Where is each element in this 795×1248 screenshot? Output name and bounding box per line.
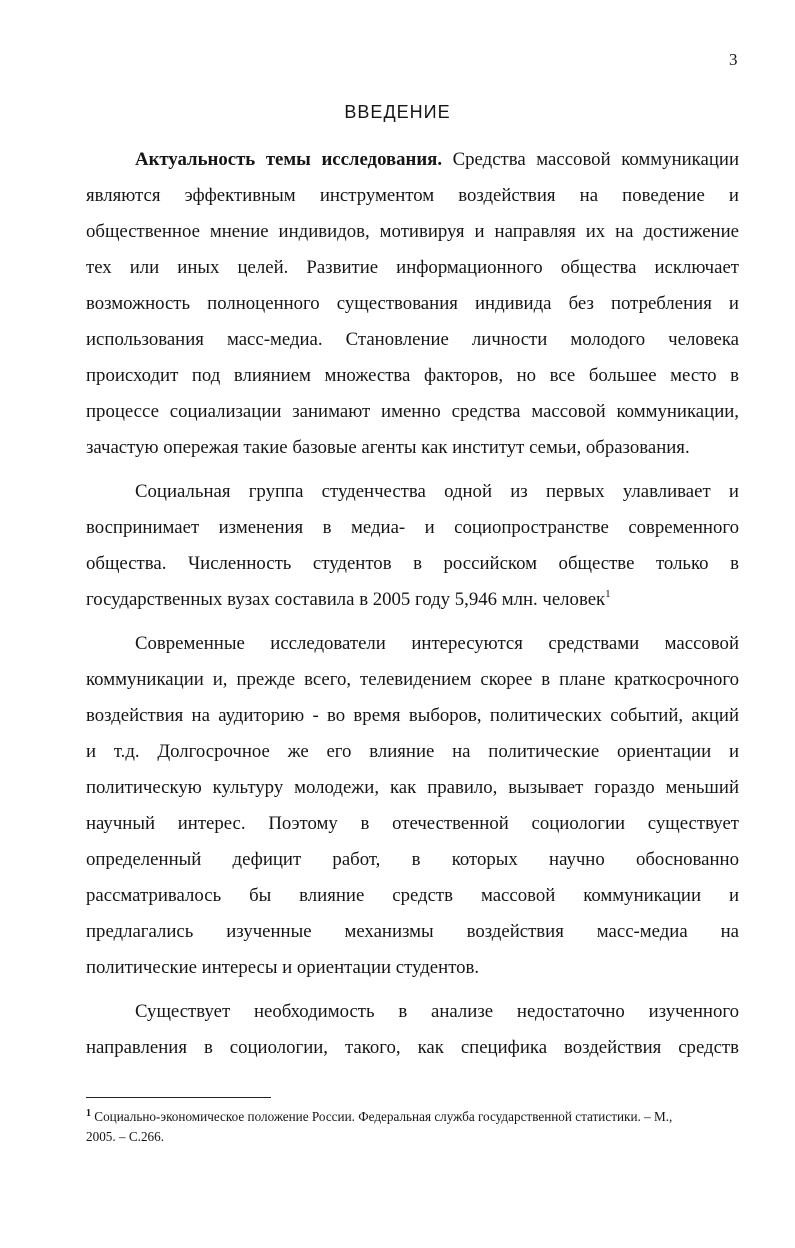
text-line bbox=[86, 587, 739, 613]
text-line: коммуникации и, прежде всего, телевидением скорее в плане краткосрочного bbox=[86, 669, 739, 690]
page-number: 3 bbox=[729, 50, 738, 69]
text-line: политическую культуру молодежи, как правило, вызывает гораздо меньший bbox=[86, 777, 739, 798]
text-line: определенный дефицит работ, в которых научно обоснованно bbox=[86, 849, 739, 870]
text-line: являются эффективным инструментом воздействия на поведение и bbox=[86, 185, 739, 206]
text-line: Современные исследователи интересуются средствами массовой bbox=[135, 633, 739, 654]
text-line: тех или иных целей. Развитие информационного общества исключает bbox=[86, 257, 739, 278]
page-title: ВВЕДЕНИЕ bbox=[344, 102, 451, 122]
text-line: политические интересы и ориентации студентов. bbox=[86, 957, 480, 978]
text-line: воздействия на аудиторию - во время выборов, политических событий, акций bbox=[86, 705, 739, 726]
text-line: воспринимает изменения в медиа- и социопространстве современного bbox=[86, 517, 739, 538]
text-fragment: государственных вузах составила в 2005 году 5,946 млн. человек bbox=[86, 589, 606, 610]
text-line: общественное мнение индивидов, мотивируя и направляя их на достижение bbox=[86, 221, 739, 242]
footnote-reference[interactable]: 1 bbox=[605, 588, 611, 600]
footnote-line bbox=[86, 1107, 739, 1127]
text-line bbox=[135, 147, 739, 173]
text-line: Существует необходимость в анализе недостаточно изученного bbox=[135, 1001, 739, 1022]
footnote-mark: 1 bbox=[86, 1108, 91, 1119]
text-fragment: Средства массовой коммуникации bbox=[442, 149, 740, 170]
text-line: научный интерес. Поэтому в отечественной социологии существует bbox=[86, 813, 739, 834]
text-line: общества. Численность студентов в российском обществе только в bbox=[86, 553, 739, 574]
text-line: направления в социологии, такого, как специфика воздействия средств bbox=[86, 1037, 739, 1058]
footnote-text: Социально-экономическое положение России. Федеральная служба государственной статистики. – М., bbox=[94, 1109, 673, 1124]
section-lead: Актуальность темы исследования. bbox=[135, 149, 443, 170]
text-line: происходит под влиянием множества факторов, но все большее место в bbox=[86, 365, 739, 386]
footnote-divider bbox=[86, 1097, 271, 1098]
footnote-line: 2005. – С.266. bbox=[86, 1129, 165, 1144]
text-line: процессе социализации занимают именно средства массовой коммуникации, bbox=[86, 401, 739, 422]
text-line: и т.д. Долгосрочное же его влияние на политические ориентации и bbox=[86, 741, 739, 762]
text-line: Социальная группа студенчества одной из первых улавливает и bbox=[135, 481, 739, 502]
text-line: предлагались изученные механизмы воздействия масс-медиа на bbox=[86, 921, 739, 942]
text-line: зачастую опережая такие базовые агенты как институт семьи, образования. bbox=[86, 437, 690, 458]
text-line: рассматривалось бы влияние средств массовой коммуникации и bbox=[86, 885, 739, 906]
text-line: использования масс-медиа. Становление личности молодого человека bbox=[86, 329, 739, 350]
text-line: возможность полноценного существования индивида без потребления и bbox=[86, 293, 739, 314]
